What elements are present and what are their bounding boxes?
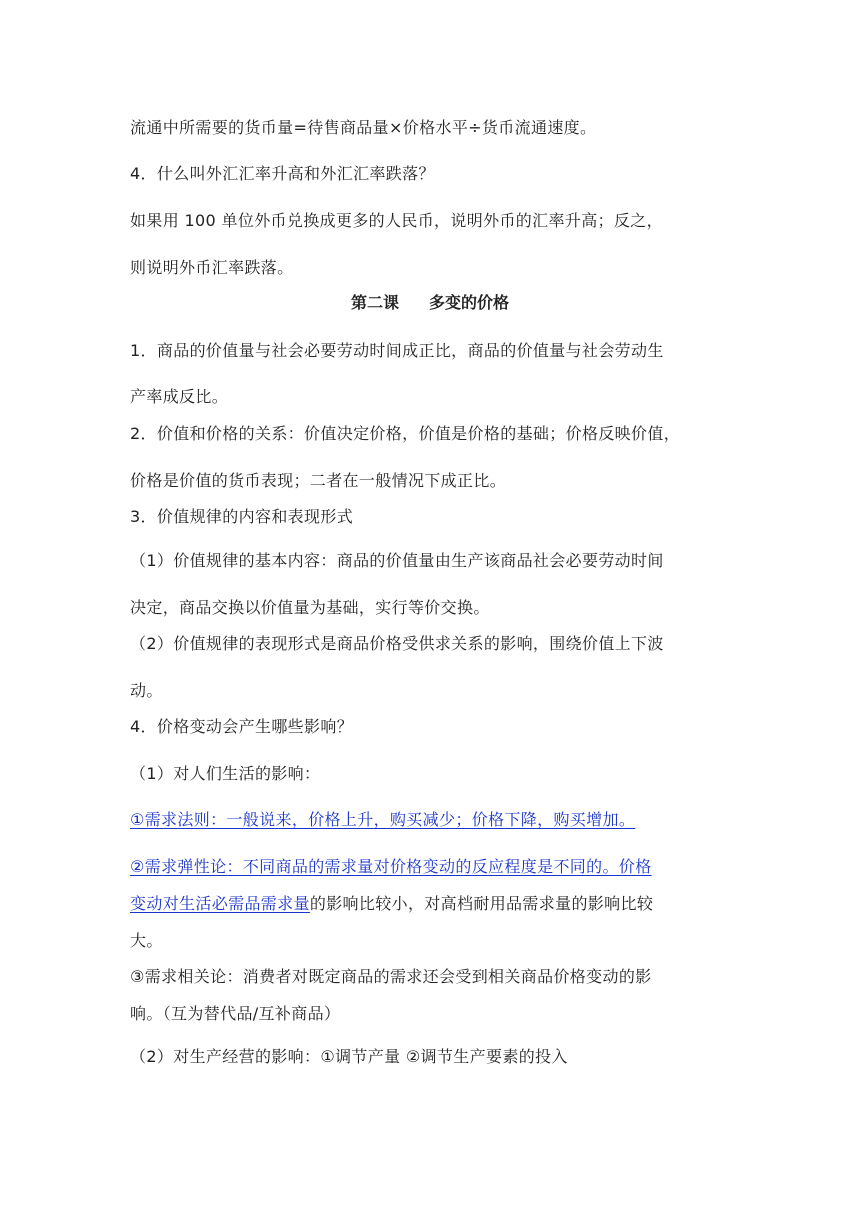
question-heading: 4．价格变动会产生哪些影响？ (130, 717, 354, 736)
text-line: 流通中所需要的货币量=待售商品量×价格水平÷货币流通速度。 (130, 118, 597, 137)
section-heading-title: 多变的价格 (429, 293, 510, 312)
question-heading: 4．什么叫外汇汇率升高和外汇汇率跌落？ (130, 164, 435, 183)
text-line: 则说明外币汇率跌落。 (130, 258, 294, 277)
text-line: 大。 (130, 931, 163, 950)
hyperlink-necessities-demand[interactable]: 变动对生活必需品需求量 (130, 894, 310, 913)
text-line: （2）价值规律的表现形式是商品价格受供求关系的影响，围绕价值上下波 (130, 634, 664, 653)
text-line: （2）对生产经营的影响：①调节产量 ②调节生产要素的投入 (130, 1047, 568, 1066)
text-line: 3．价值规律的内容和表现形式 (130, 507, 354, 526)
text-line: 1．商品的价值量与社会必要劳动时间成正比，商品的价值量与社会劳动生 (130, 341, 664, 360)
text-line: 价格是价值的货币表现；二者在一般情况下成正比。 (130, 471, 507, 490)
hyperlink-demand-elasticity[interactable]: ②需求弹性论：不同商品的需求量对价格变动的反应程度是不同的。价格 (130, 857, 652, 876)
text-line: 如果用 100 单位外币兑换成更多的人民币，说明外币的汇率升高；反之， (130, 211, 663, 230)
text-line: 2．价值和价格的关系：价值决定价格，价值是价格的基础；价格反映价值， (130, 424, 681, 443)
text-line: （1）对人们生活的影响： (130, 764, 321, 783)
text-line: 决定，商品交换以价值量为基础，实行等价交换。 (130, 598, 490, 617)
section-heading (0, 293, 860, 313)
text-line: ③需求相关论：消费者对既定商品的需求还会受到相关商品价格变动的影 (130, 967, 652, 986)
hyperlink-demand-law[interactable]: ①需求法则：一般说来，价格上升，购买减少；价格下降，购买增加。 (130, 810, 636, 829)
text-line: 动。 (130, 681, 163, 700)
text-line: 响。（互为替代品/互补商品） (130, 1004, 341, 1023)
text-line: （1）价值规律的基本内容：商品的价值量由生产该商品社会必要劳动时间 (130, 551, 664, 570)
text-line (130, 894, 740, 914)
text-line: 产率成反比。 (130, 387, 229, 406)
text-segment: 的影响比较小，对高档耐用品需求量的影响比较 (309, 894, 654, 913)
section-heading-number: 第二课 (350, 293, 399, 312)
